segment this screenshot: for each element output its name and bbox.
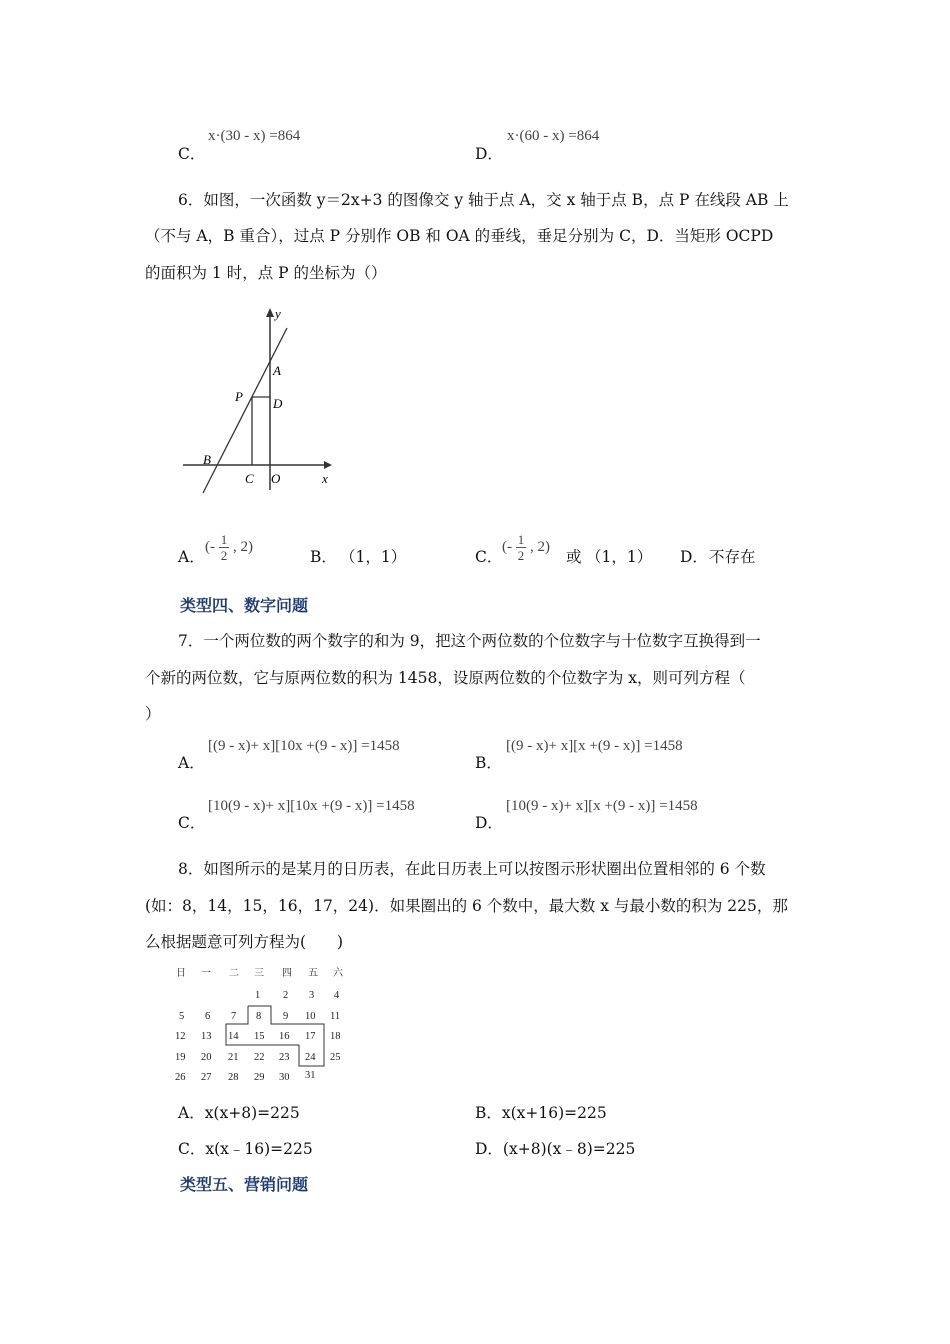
calendar-day: 4 (334, 990, 340, 1001)
figure-label-x: x (322, 471, 328, 486)
q6-option-b-label: B． (310, 548, 337, 566)
calendar-highlight-outline (168, 960, 358, 1085)
calendar-day: 2 (283, 990, 289, 1001)
calendar-day: 18 (330, 1031, 341, 1042)
calendar-header-fri: 五 (308, 968, 318, 979)
calendar-day: 20 (201, 1052, 212, 1063)
q6-line-3: 的面积为 1 时，点 P 的坐标为（） (145, 264, 387, 282)
calendar-header-sun: 日 (176, 968, 186, 979)
q6-option-c-or: 或 (566, 548, 582, 566)
q6-option-d-text: 不存在 (709, 548, 756, 566)
fraction (219, 532, 230, 563)
calendar-day: 10 (305, 1011, 316, 1022)
calendar-day: 27 (201, 1072, 212, 1083)
q8-option-a: A．x(x+8)=225 (178, 1104, 300, 1122)
calendar-day: 5 (179, 1011, 185, 1022)
q6-option-a-post: , 2) (233, 538, 253, 555)
fraction-numerator: 1 (220, 532, 228, 547)
q6-option-c-pre: (- (502, 538, 512, 555)
q8-line-3: 么根据题意可列方程为( ) (145, 933, 344, 951)
fraction (516, 532, 527, 563)
calendar-day: 24 (305, 1052, 316, 1063)
calendar-day: 16 (279, 1031, 290, 1042)
q8-option-d: D．(x+8)(x﹣8)=225 (475, 1140, 636, 1158)
q6-line-2: （不与 A，B 重合），过点 P 分别作 OB 和 OA 的垂线，垂足分别为 C，D．当矩形 OCPD (145, 227, 774, 245)
fraction-numerator: 1 (517, 532, 525, 547)
q6-option-a-label: A． (178, 548, 205, 566)
q5-option-c-label: C． (178, 145, 206, 163)
q6-option-c-text2: （1，1） (586, 548, 653, 566)
q6-option-c-post: , 2) (530, 538, 550, 555)
q6-option-a-pre: (- (205, 538, 215, 555)
figure-label-y: y (275, 306, 281, 321)
section-4-heading: 类型四、数字问题 (180, 596, 309, 615)
calendar-day: 15 (254, 1031, 265, 1042)
q7-option-c-label: C． (178, 814, 206, 832)
calendar-day: 22 (254, 1052, 265, 1063)
figure-label-c: C (245, 471, 254, 486)
q7-option-a-expr: [(9 - x)+ x][10x +(9 - x)] =1458 (208, 738, 400, 754)
calendar-day: 1 (255, 990, 261, 1001)
calendar-day: 14 (228, 1031, 239, 1042)
q7-option-d-label: D． (475, 814, 503, 832)
calendar-day: 12 (175, 1031, 186, 1042)
calendar-header-sat: 六 (333, 968, 343, 979)
section-5-heading: 类型五、营销问题 (180, 1175, 309, 1194)
figure-label-b: B (203, 452, 211, 467)
calendar-day: 28 (228, 1072, 239, 1083)
q5-option-d-expr: x·(60 - x) =864 (507, 128, 600, 144)
calendar-header-mon: 一 (201, 968, 211, 979)
calendar-day: 29 (254, 1072, 265, 1083)
calendar-day: 23 (279, 1052, 290, 1063)
figure-label-d: D (273, 396, 283, 411)
calendar-day: 31 (305, 1070, 316, 1081)
q5-option-d-label: D． (475, 145, 503, 163)
q6-line-1: 6．如图，一次函数 y＝2x+3 的图像交 y 轴于点 A，交 x 轴于点 B，点 P 在线段 AB 上 (178, 191, 789, 209)
calendar-day: 11 (330, 1011, 341, 1022)
q7-option-b-label: B． (475, 754, 502, 772)
fraction-denominator: 2 (220, 548, 228, 563)
q8-line-2: (如：8，14，15，16，17，24)．如果圈出的 6 个数中，最大数 x 与最小数的积为 225，那 (145, 897, 788, 915)
calendar-day: 26 (175, 1072, 186, 1083)
calendar-header-wed: 三 (254, 968, 264, 979)
q8-option-b: B．x(x+16)=225 (475, 1104, 607, 1122)
figure-label-a: A (273, 363, 281, 378)
q6-option-d-label: D． (680, 548, 708, 566)
q6-option-b-text: （1，1） (340, 548, 407, 566)
calendar-day: 9 (283, 1011, 289, 1022)
q5-option-c-expr: x·(30 - x) =864 (208, 128, 301, 144)
fraction-denominator: 2 (517, 548, 525, 563)
calendar-header-tue: 二 (229, 968, 239, 979)
q8-line-1: 8．如图所示的是某月的日历表，在此日历表上可以按图示形状圈出位置相邻的 6 个数 (178, 860, 766, 878)
q7-line-3: ） (145, 705, 161, 723)
figure-label-o: O (271, 471, 281, 486)
calendar-day: 17 (305, 1031, 316, 1042)
q6-option-c-expr (502, 532, 550, 563)
calendar-day: 3 (309, 990, 315, 1001)
calendar-day: 25 (330, 1052, 341, 1063)
q6-option-c-label: C． (475, 548, 503, 566)
q6-coordinate-figure (175, 300, 345, 500)
calendar-day: 7 (231, 1011, 237, 1022)
calendar-header-thu: 四 (282, 968, 292, 979)
q7-option-a-label: A． (178, 754, 205, 772)
calendar-figure (168, 960, 358, 1085)
calendar-day: 19 (175, 1052, 186, 1063)
q8-option-c: C．x(x﹣16)=225 (178, 1140, 313, 1158)
q7-line-2: 个新的两位数，它与原两位数的积为 1458，设原两位数的个位数字为 x，则可列方程（ (145, 669, 746, 687)
q7-option-d-expr: [10(9 - x)+ x][x +(9 - x)] =1458 (506, 798, 698, 814)
q7-option-c-expr: [10(9 - x)+ x][10x +(9 - x)] =1458 (208, 798, 415, 814)
calendar-day: 13 (201, 1031, 212, 1042)
q7-option-b-expr: [(9 - x)+ x][x +(9 - x)] =1458 (506, 738, 683, 754)
calendar-day: 8 (256, 1011, 262, 1022)
calendar-day: 21 (228, 1052, 239, 1063)
q6-option-a-expr (205, 532, 253, 563)
figure-label-p: P (235, 389, 243, 404)
q7-line-1: 7．一个两位数的两个数字的和为 9，把这个两位数的个位数字与十位数字互换得到一 (178, 632, 761, 650)
calendar-day: 30 (279, 1072, 290, 1083)
calendar-day: 6 (205, 1011, 211, 1022)
